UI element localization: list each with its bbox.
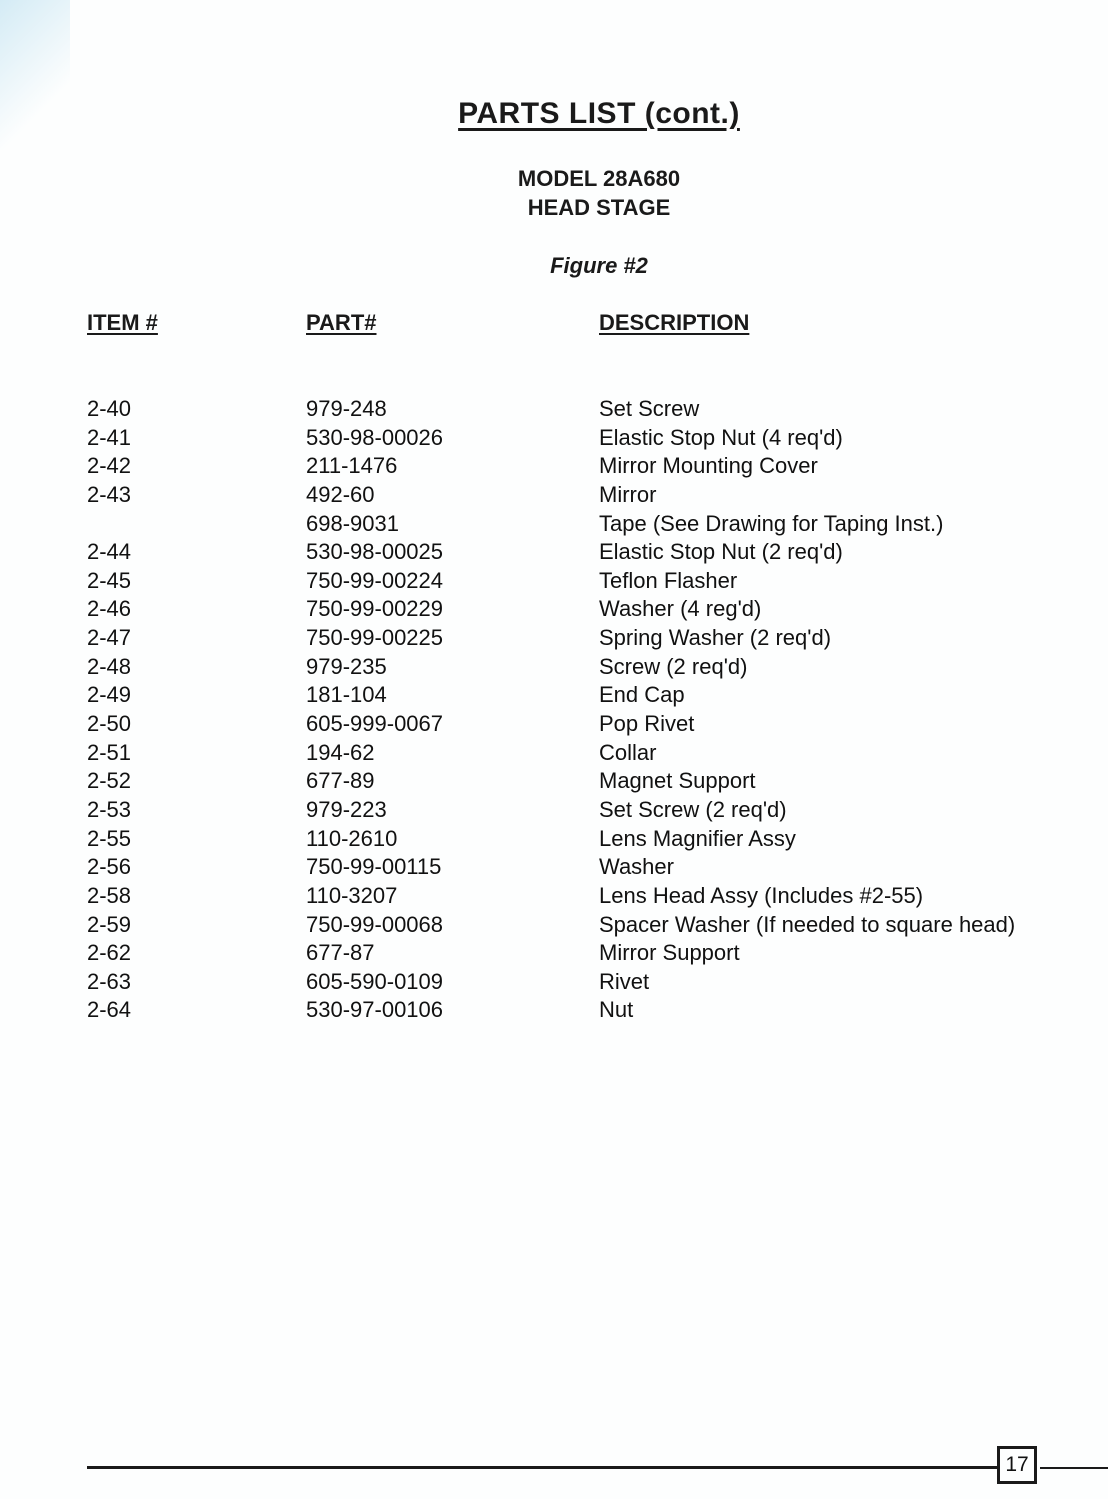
table-row <box>0 710 1108 739</box>
item-number: 2-50 <box>87 711 132 737</box>
part-description: Lens Magnifier Assy <box>599 825 796 851</box>
table-row <box>0 882 1108 911</box>
part-description: Washer (4 reg'd) <box>599 596 762 622</box>
page-number: 17 <box>997 1446 1037 1484</box>
table-row <box>0 739 1108 768</box>
part-description: Washer <box>599 854 674 880</box>
page-title: PARTS LIST (cont.) <box>458 97 740 130</box>
part-number: 750-99-00224 <box>306 567 444 593</box>
part-description: Spring Washer (2 req'd) <box>599 625 832 651</box>
table-row <box>0 538 1108 567</box>
part-number: 181-104 <box>306 682 387 708</box>
table-row <box>0 853 1108 882</box>
item-number: 2-41 <box>87 424 132 450</box>
column-header-description: DESCRIPTION <box>599 310 750 335</box>
item-number: 2-40 <box>87 396 132 421</box>
part-description: Rivet <box>599 968 650 994</box>
part-description: End Cap <box>599 682 685 708</box>
part-number: 750-99-00115 <box>306 854 442 880</box>
part-description: Mirror Support <box>599 940 740 966</box>
part-number: 750-99-00225 <box>306 625 444 651</box>
table-row <box>0 510 1108 539</box>
item-number: 2-47 <box>87 625 132 651</box>
table-row <box>0 825 1108 854</box>
item-number: 2-56 <box>87 854 132 880</box>
part-description: Screw (2 req'd) <box>599 653 748 679</box>
part-number: 677-89 <box>306 768 375 794</box>
part-number: 110-3207 <box>306 882 398 908</box>
table-row <box>0 567 1108 596</box>
table-row <box>0 395 1108 424</box>
part-description: Magnet Support <box>599 768 756 794</box>
item-number: 2-53 <box>87 796 132 822</box>
column-header-item: ITEM # <box>87 310 158 335</box>
footer-rule <box>87 1466 999 1469</box>
part-description: Mirror <box>599 481 657 507</box>
part-description: Elastic Stop Nut (2 req'd) <box>599 539 843 565</box>
item-number: 2-63 <box>87 968 132 994</box>
table-row <box>0 968 1108 997</box>
part-number: 979-248 <box>306 396 387 421</box>
table-row <box>0 452 1108 481</box>
table-row <box>0 624 1108 653</box>
part-number: 605-999-0067 <box>306 711 444 737</box>
part-number: 979-235 <box>306 653 387 679</box>
table-row <box>0 681 1108 710</box>
part-description: Spacer Washer (If needed to square head) <box>599 911 1016 937</box>
part-description: Lens Head Assy (Includes #2-55) <box>599 882 924 908</box>
table-row <box>0 481 1108 510</box>
part-description: Elastic Stop Nut (4 req'd) <box>599 424 843 450</box>
item-number: 2-43 <box>87 481 132 507</box>
part-number: 530-98-00025 <box>306 539 444 565</box>
item-number: 2-48 <box>87 653 132 679</box>
item-number: 2-51 <box>87 739 132 765</box>
part-description: Set Screw (2 req'd) <box>599 796 787 822</box>
table-row <box>0 767 1108 796</box>
item-number: 2-46 <box>87 596 132 622</box>
part-number: 530-98-00026 <box>306 424 444 450</box>
item-number: 2-59 <box>87 911 132 937</box>
part-number: 677-87 <box>306 940 375 966</box>
item-number: 2-42 <box>87 453 132 479</box>
item-number: 2-49 <box>87 682 132 708</box>
part-description: Nut <box>599 997 634 1023</box>
table-row <box>0 911 1108 940</box>
part-number: 698-9031 <box>306 510 399 536</box>
part-number: 605-590-0109 <box>306 968 444 994</box>
item-number: 2-55 <box>87 825 132 851</box>
part-number: 750-99-00068 <box>306 911 444 937</box>
part-description: Mirror Mounting Cover <box>599 453 818 479</box>
item-number: 2-44 <box>87 539 132 565</box>
column-header-part: PART# <box>306 310 377 335</box>
model-number: MODEL 28A680 <box>517 166 681 191</box>
figure-label: Figure #2 <box>550 253 648 278</box>
part-number: 492-60 <box>306 481 375 507</box>
item-number: 2-64 <box>87 997 132 1023</box>
table-row <box>0 939 1108 968</box>
footer-rule-right <box>1040 1467 1108 1469</box>
item-number: 2-62 <box>87 940 132 966</box>
part-number: 979-223 <box>306 796 387 822</box>
part-number: 211-1476 <box>306 453 398 479</box>
part-number: 530-97-00106 <box>306 997 444 1023</box>
item-number: 2-58 <box>87 882 132 908</box>
item-number: 2-52 <box>87 768 132 794</box>
table-row <box>0 424 1108 453</box>
table-row <box>0 796 1108 825</box>
table-row <box>0 996 1108 1025</box>
table-row <box>0 595 1108 624</box>
item-number: 2-45 <box>87 567 132 593</box>
parts-table <box>0 395 1108 1025</box>
table-row <box>0 653 1108 682</box>
part-description: Teflon Flasher <box>599 567 738 593</box>
part-description: Collar <box>599 739 657 765</box>
part-description: Set Screw <box>599 396 700 421</box>
part-number: 110-2610 <box>306 825 398 851</box>
part-description: Tape (See Drawing for Taping Inst.) <box>599 510 944 536</box>
part-description: Pop Rivet <box>599 711 695 737</box>
stage-name: HEAD STAGE <box>527 195 671 220</box>
part-number: 750-99-00229 <box>306 596 444 622</box>
part-number: 194-62 <box>306 739 375 765</box>
